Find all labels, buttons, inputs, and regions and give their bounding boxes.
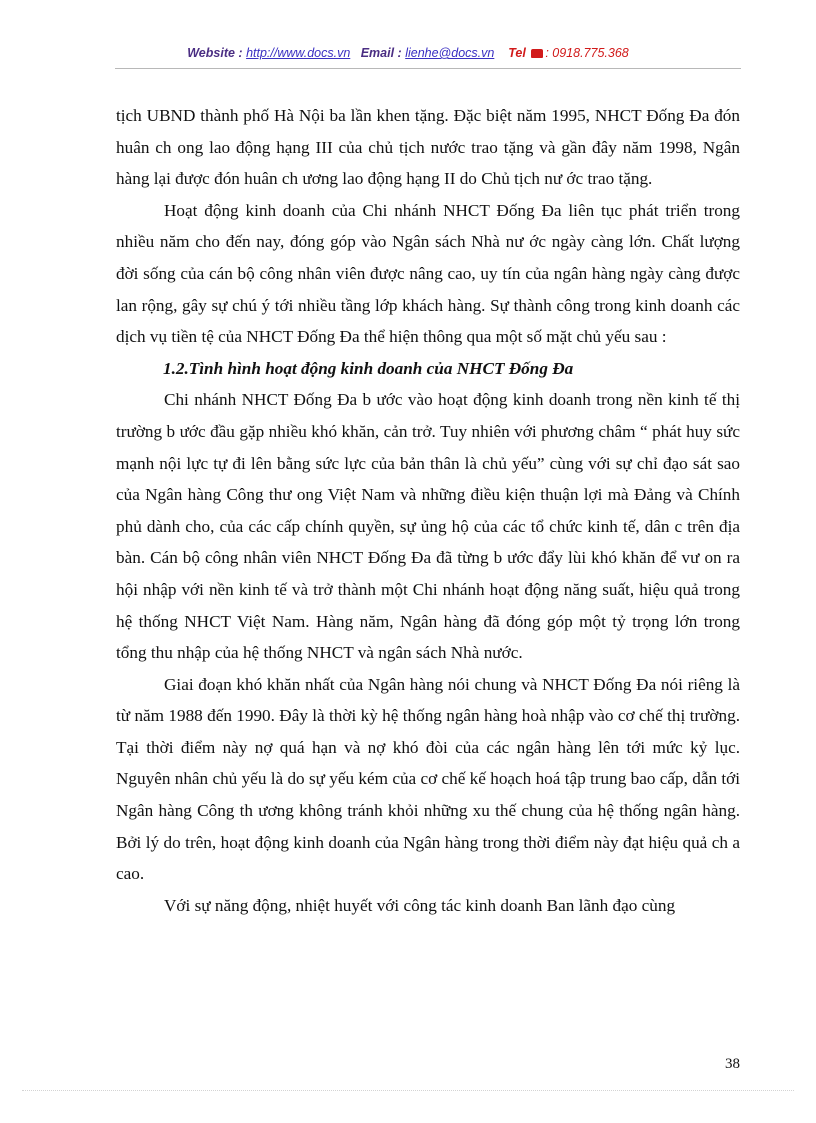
email-link[interactable]: lienhe@docs.vn xyxy=(405,46,495,60)
paragraph-4: Giai đoạn khó khăn nhất của Ngân hàng nói chung và NHCT Đống Đa nói riêng là từ năm 1988 đến 1990. Đây là thời kỳ hệ thống ngân hàng hoà nhập vào cơ chế thị trường. Tại thời điểm này nợ quá hạn và nợ khó đòi của các ngân hàng lên tới mức kỷ lục. Nguyên nhân chủ yếu là do sự yếu kém của cơ chế kế hoạch hoá tập trung bao cấp, dẫn tới Ngân hàng Công th ương không tránh khỏi những xu thế chung của hệ thống ngân hàng. Bởi lý do trên, hoạt động kinh doanh của Ngân hàng trong thời điểm này đạt hiệu quả ch a cao. xyxy=(116,674,740,884)
footer-divider xyxy=(22,1090,794,1091)
paragraph-2: Hoạt động kinh doanh của Chi nhánh NHCT Đống Đa liên tục phát triển trong nhiều năm cho đến nay, đóng góp vào Ngân sách Nhà nư ớc ngày càng lớn. Chất lượng đời sống của cán bộ công nhân viên được nâng cao, uy tín của ngân hàng ngày càng được lan rộng, gây sự chú ý tới nhiều tầng lớp khách hàng. Sự thành công trong kinh doanh các dịch vụ tiền tệ của NHCT Đống Đa thể hiện thông qua một số mặt chủ yếu sau : xyxy=(116,200,740,347)
website-link[interactable]: http://www.docs.vn xyxy=(246,46,351,60)
tel-number: : 0918.775.368 xyxy=(545,46,629,60)
document-body xyxy=(116,100,740,921)
paragraph-5: Với sự năng động, nhiệt huyết với công tác kinh doanh Ban lãnh đạo cùng xyxy=(164,895,676,915)
website-label: Website : xyxy=(187,46,243,60)
paragraph-1: tịch UBND thành phố Hà Nội ba lần khen tặng. Đặc biệt năm 1995, NHCT Đống Đa đón huân ch ong lao động hạng III của chủ tịch nước trao tặng và gần đây năm 1998, Ngân hàng lại được đón huân ch ương lao động hạng II do Chủ tịch nư ớc trao tặng. xyxy=(116,106,740,189)
paragraph-3: Chi nhánh NHCT Đống Đa b ước vào hoạt động kinh doanh trong nền kinh tế thị trường b ước đầu gặp nhiều khó khăn, cản trở. Tuy nhiên với phương châm “ phát huy sức mạnh nội lực tự đi lên bằng sức lực của bản thân là chủ yếu” cùng với sự chỉ đạo sát sao của Ngân hàng Công thư ong Việt Nam và những điều kiện thuận lợi mà Đảng và Chính phủ dành cho, của các cấp chính quyền, sự ủng hộ của các tổ chức kinh tế, dân c trên địa bàn. Cán bộ công nhân viên NHCT Đống Đa đã từng b ước đẩy lùi khó khăn để vư on ra hội nhập với nền kinh tế và trở thành một Chi nhánh hoạt động năng suất, hiệu quả trong hệ thống NHCT Việt Nam. Hàng năm, Ngân hàng đã đóng góp một tỷ trọng lớn trong tổng thu nhập của hệ thống NHCT và ngân sách Nhà nước. xyxy=(116,390,740,663)
section-heading: 1.2.Tình hình hoạt động kinh doanh của NHCT Đống Đa xyxy=(163,358,574,378)
page-number: 38 xyxy=(725,1056,740,1072)
tel-label: Tel xyxy=(508,46,526,60)
email-label: Email : xyxy=(360,46,402,60)
page-header xyxy=(0,46,816,60)
phone-icon xyxy=(531,49,543,58)
header-divider xyxy=(115,68,741,69)
